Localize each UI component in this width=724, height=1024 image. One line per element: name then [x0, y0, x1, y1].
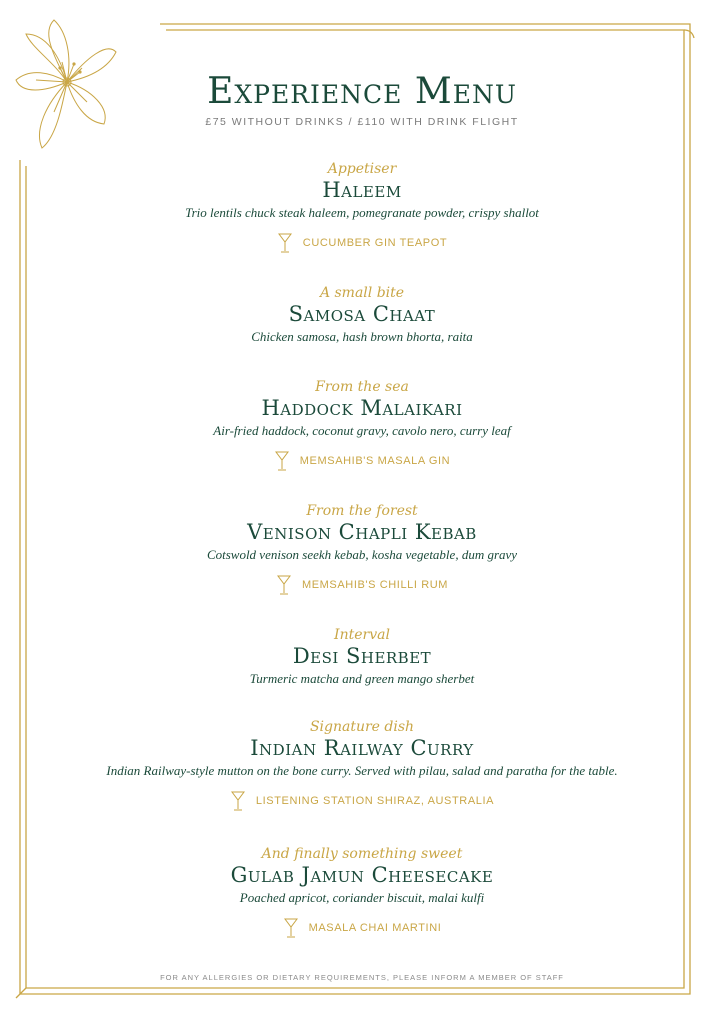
dish-description: Trio lentils chuck steak haleem, pomegranate powder, crispy shallot [185, 205, 539, 220]
drink-name: MASALA CHAI MARTINI [308, 922, 442, 934]
course-category: Interval [334, 627, 390, 643]
dish-name: Samosa Chaat [288, 302, 436, 326]
course-category: A small bite [319, 285, 405, 301]
drink-pairing [283, 917, 442, 939]
course-small-bite [0, 284, 724, 346]
drink-pairing [276, 574, 448, 596]
dish-description: Indian Railway-style mutton on the bone curry. Served with pilau, salad and paratha for the table. [106, 763, 618, 778]
cocktail-glass-icon [277, 232, 293, 254]
dish-name: Haleem [322, 178, 402, 202]
drink-name: MEMSAHIB'S MASALA GIN [299, 455, 451, 467]
dish-description: Air-fried haddock, coconut gravy, cavolo nero, curry leaf [213, 423, 511, 438]
course-dessert [0, 845, 724, 943]
dish-description: Cotswold venison seekh kebab, kosha vegetable, dum gravy [206, 547, 518, 562]
course-category: From the sea [315, 379, 409, 395]
course-appetiser [0, 160, 724, 258]
dish-name: Desi Sherbet [292, 644, 432, 668]
dish-name: Gulab Jamun Cheesecake [230, 863, 494, 887]
course-interval [0, 626, 724, 688]
course-category: Signature dish [309, 719, 415, 735]
course-category: From the forest [306, 503, 418, 519]
course-category: And finally something sweet [261, 846, 463, 862]
course-category: Appetiser [327, 161, 397, 177]
allergy-footer: FOR ANY ALLERGIES OR DIETARY REQUIREMENTS, PLEASE INFORM A MEMBER OF STAFF [160, 973, 564, 982]
cocktail-glass-icon [276, 574, 292, 596]
cocktail-glass-icon [283, 917, 299, 939]
dish-name: Haddock Malaikari [261, 396, 463, 420]
course-from-the-sea [0, 378, 724, 476]
dish-name: Venison Chapli Kebab [247, 520, 477, 544]
dish-description: Turmeric matcha and green mango sherbet [249, 671, 475, 686]
drink-name: LISTENING STATION SHIRAZ, AUSTRALIA [255, 795, 495, 807]
drink-pairing [230, 790, 494, 812]
dish-name: Indian Railway Curry [250, 736, 474, 760]
menu-title: Experience Menu [207, 71, 517, 112]
cocktail-glass-icon [230, 790, 246, 812]
drink-pairing [274, 450, 450, 472]
course-from-the-forest [0, 502, 724, 600]
drink-name: CUCUMBER GIN TEAPOT [302, 237, 448, 249]
dish-description: Chicken samosa, hash brown bhorta, raita [251, 329, 473, 344]
price-subtitle: £75 WITHOUT DRINKS / £110 WITH DRINK FLIGHT [205, 116, 519, 128]
dish-description: Poached apricot, coriander biscuit, malai kulfi [239, 890, 485, 905]
cocktail-glass-icon [274, 450, 290, 472]
drink-pairing [277, 232, 447, 254]
course-signature-dish [0, 718, 724, 816]
drink-name: MEMSAHIB'S CHILLI RUM [301, 579, 449, 591]
